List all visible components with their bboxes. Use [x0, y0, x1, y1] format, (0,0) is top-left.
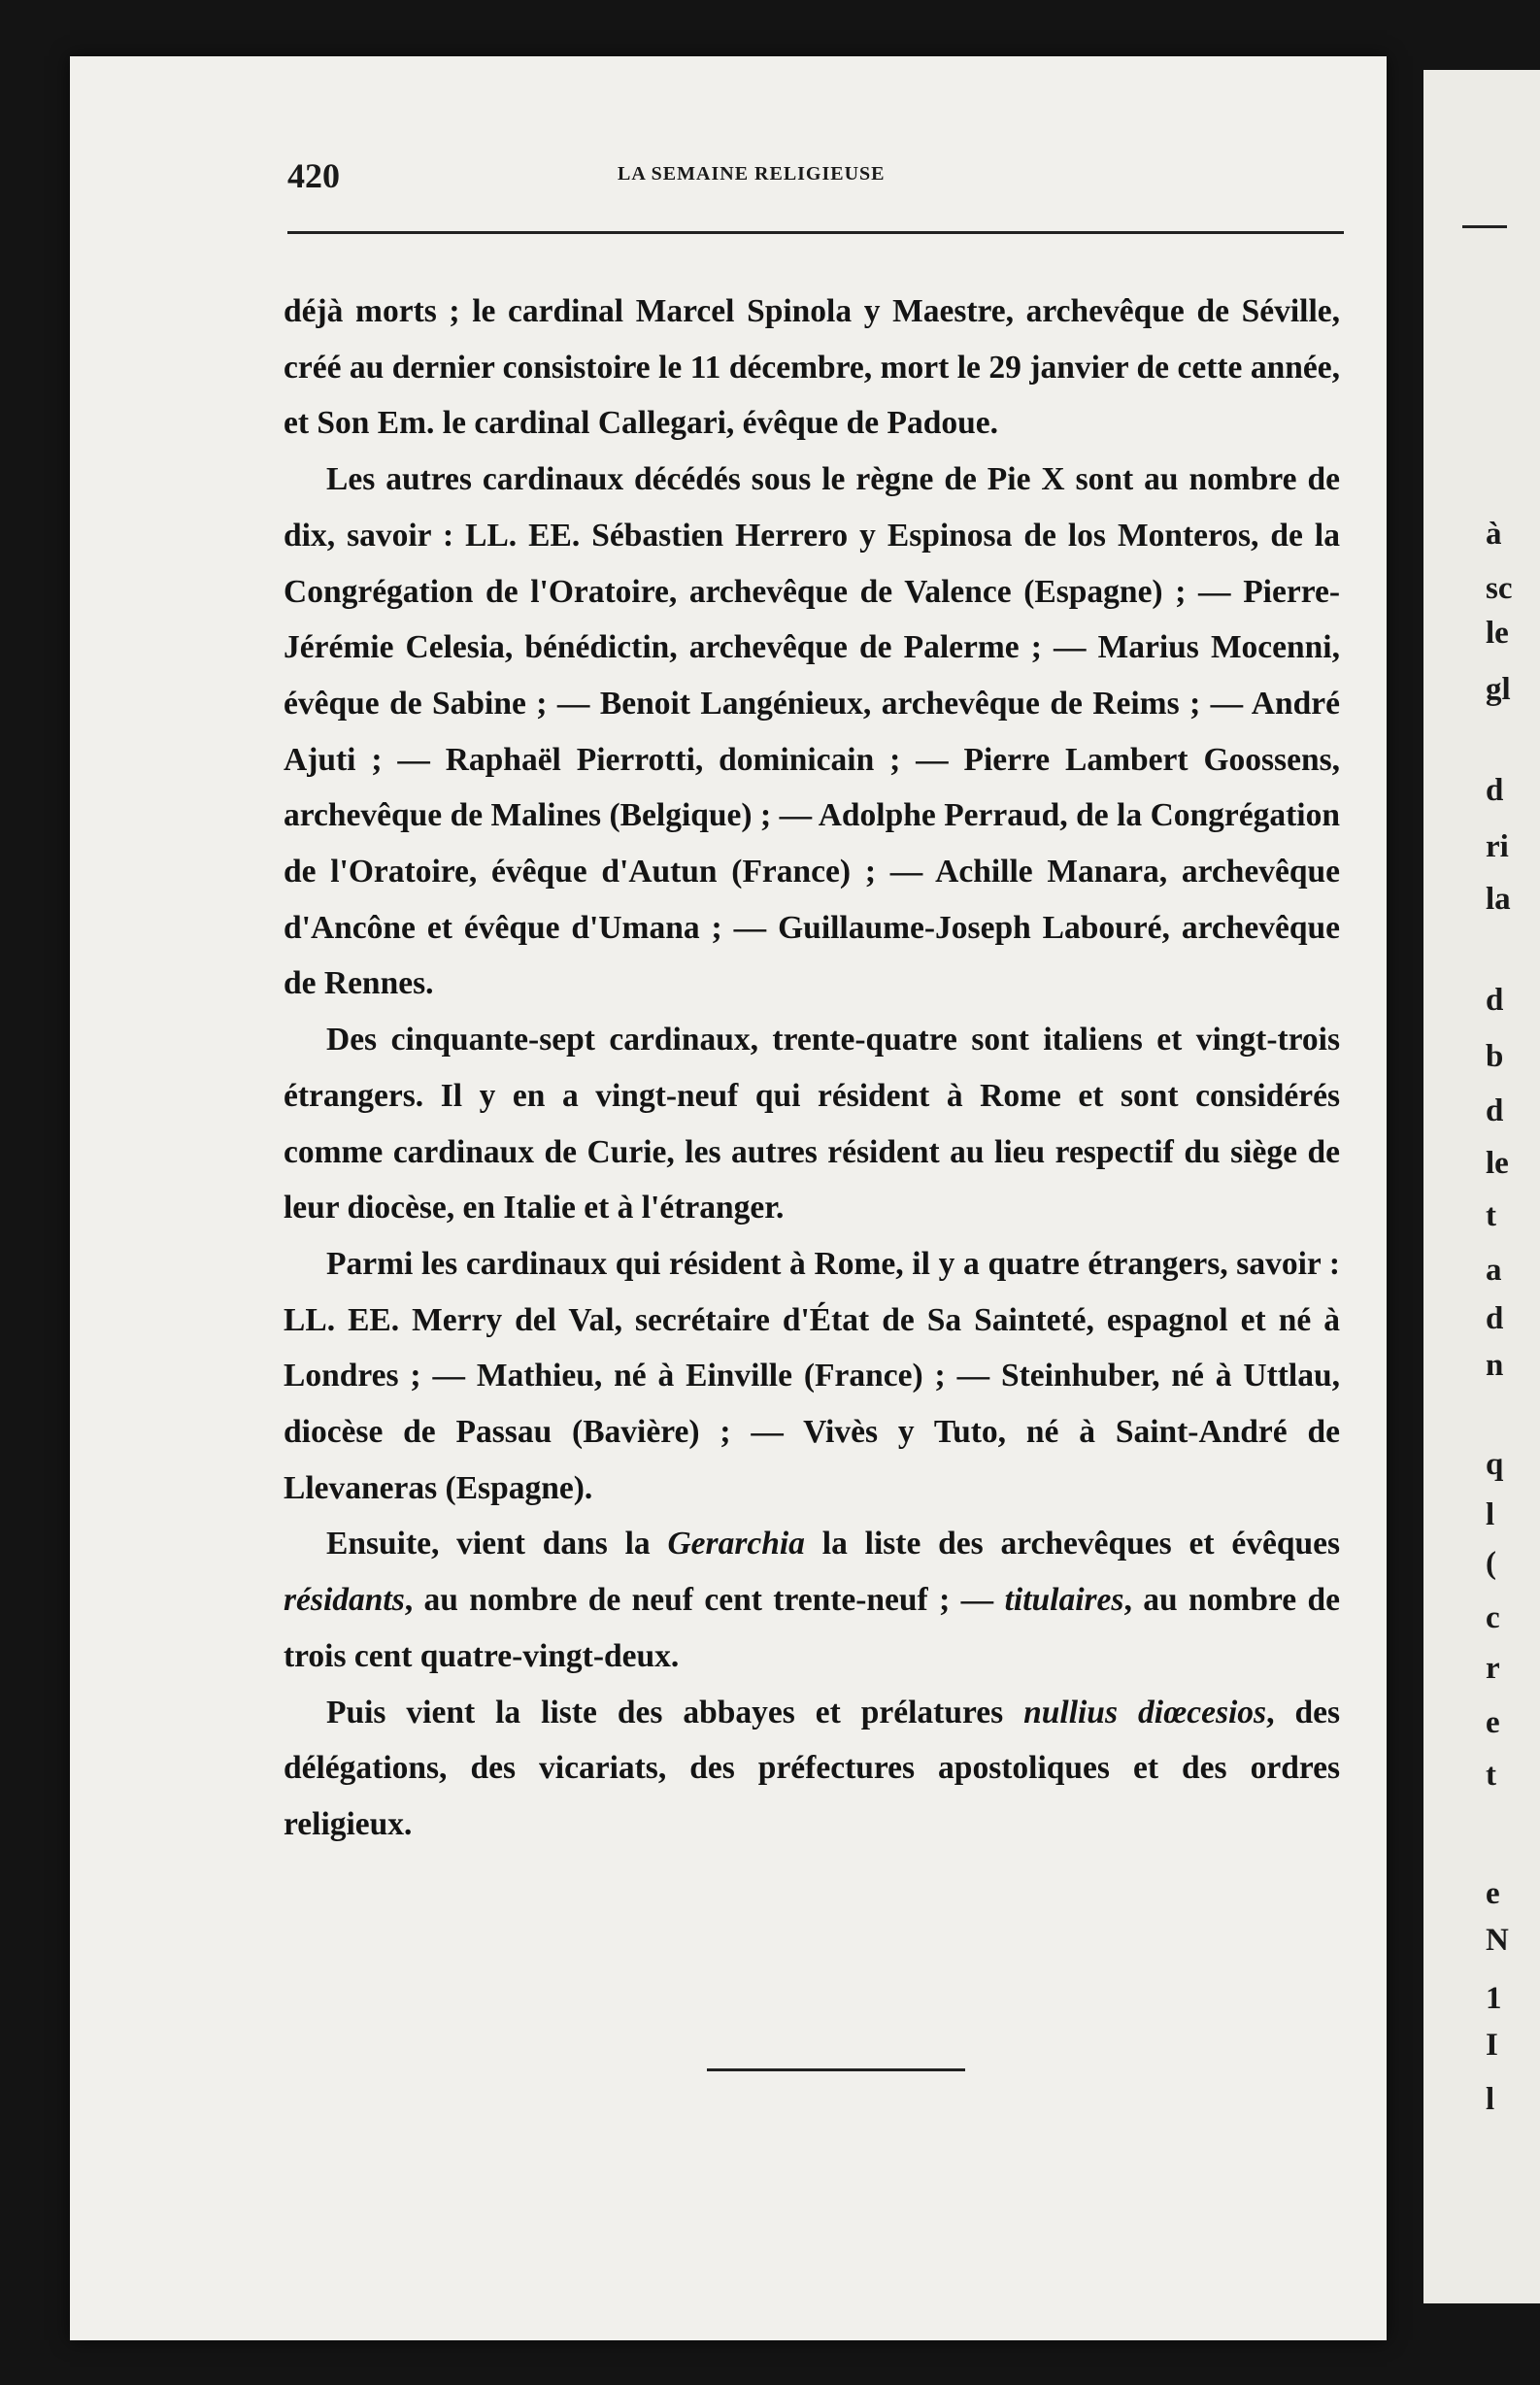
- facing-page-fragment: c: [1486, 1600, 1500, 1635]
- facing-page-fragment: l: [1486, 2082, 1495, 2117]
- facing-page-fragment: r: [1486, 1651, 1500, 1686]
- paragraph-5: [284, 1516, 1340, 1684]
- facing-page-fragment: d: [1486, 1301, 1504, 1336]
- facing-page-fragment: (: [1486, 1546, 1496, 1581]
- paragraph-2: Les autres cardinaux décédés sous le règne de Pie X sont au nombre de dix, savoir : LL. EE. Sébastien Herrero y Espinosa de los Monteros, de la Congrégation de l'Oratoire, archevêque de Valence (Espagne) ; — Pierre-Jérémie Celesia, bénédictin, archevêque de Palerme ; — Marius Mocenni, évêque de Sabine ; — Benoit Langénieux, archevêque de Reims ; — André Ajuti ; — Raphaël Pierrotti, dominicain ; — Pierre Lambert Goossens, archevêque de Malines (Belgique) ; — Adolphe Perraud, de la Congrégation de l'Oratoire, évêque d'Autun (France) ; — Achille Manara, archevêque d'Ancône et évêque d'Umana ; — Guillaume-Joseph Labouré, archevêque de Rennes.: [284, 461, 1340, 1002]
- facing-page-fragment: d: [1486, 1093, 1504, 1128]
- residants-italic: résidants: [284, 1582, 405, 1619]
- facing-page-fragment: ri: [1486, 829, 1509, 864]
- paragraph-1: déjà morts ; le cardinal Marcel Spinola y Maestre, archevêque de Séville, créé au dernier consistoire le 11 décembre, mort le 29 janvier de cette année, et Son Em. le cardinal Callegari, évêque de Padoue.: [284, 293, 1340, 442]
- facing-page-fragment: e: [1486, 1876, 1500, 1911]
- facing-page-fragment: la: [1486, 882, 1511, 917]
- paragraph-5-text: , au nombre de trois cent quatre-vingt-deux.: [284, 1582, 1340, 1674]
- facing-page-fragment: gl: [1486, 672, 1511, 707]
- facing-page-fragment: n: [1486, 1348, 1504, 1383]
- facing-page-fragment: t: [1486, 1198, 1496, 1233]
- paragraph-6-text: , des délégations, des vicariats, des préfectures apostoliques et des ordres religieux.: [284, 1694, 1340, 1842]
- paragraph-5-text: , au nombre de neuf cent trente-neuf ; —: [404, 1582, 1005, 1619]
- paragraph-5-text: la liste des archevêques et évêques: [804, 1526, 1341, 1562]
- facing-page-fragment: q: [1486, 1447, 1504, 1482]
- facing-page-fragment: le: [1486, 616, 1509, 651]
- facing-page-fragment: e: [1486, 1705, 1500, 1740]
- nullius-italic: nullius diœcesios: [1023, 1694, 1267, 1730]
- facing-page-fragment: b: [1486, 1039, 1504, 1074]
- paragraph-6: [284, 1685, 1340, 1853]
- facing-page-fragment: I: [1486, 2028, 1498, 2063]
- facing-page-fragment: d: [1486, 983, 1504, 1018]
- body-text: [284, 284, 1340, 1853]
- facing-page-edge: [1423, 70, 1540, 2303]
- header-rule: [287, 231, 1344, 234]
- facing-page-fragment: le: [1486, 1146, 1509, 1181]
- facing-page-fragment: d: [1486, 773, 1504, 808]
- paragraph-6-text: Puis vient la liste des abbayes et prélatures: [326, 1694, 1024, 1730]
- facing-page-fragment: N: [1486, 1923, 1509, 1958]
- page-number: 420: [287, 156, 340, 195]
- facing-page-fragment: à: [1486, 517, 1502, 552]
- facing-page-fragment: t: [1486, 1758, 1496, 1793]
- paragraph-4: Parmi les cardinaux qui résident à Rome, il y a quatre étrangers, savoir : LL. EE. Merry del Val, secrétaire d'État de Sa Sainteté, espagnol et né à Londres ; — Mathieu, né à Einville (France) ; — Steinhuber, né à Uttlau, diocèse de Passau (Bavière) ; — Vivès y Tuto, né à Saint-André de Llevaneras (Espagne).: [284, 1245, 1340, 1506]
- titulaires-italic: titulaires: [1004, 1582, 1124, 1619]
- paragraph-3: Des cinquante-sept cardinaux, trente-quatre sont italiens et vingt-trois étrangers. Il y en a vingt-neuf qui résident à Rome et sont considérés comme cardinaux de Curie, les autres résident au lieu respectif du siège de leur diocèse, en Italie et à l'étranger.: [284, 1022, 1340, 1226]
- facing-page-fragment: 1: [1486, 1981, 1502, 2016]
- facing-page-rule: [1462, 225, 1507, 228]
- running-title: LA SEMAINE RELIGIEUSE: [618, 163, 886, 185]
- paragraph-5-text: Ensuite, vient dans la: [326, 1526, 668, 1562]
- facing-page-fragment: l: [1486, 1497, 1495, 1532]
- end-rule: [707, 2068, 965, 2071]
- facing-page-fragment: a: [1486, 1253, 1502, 1288]
- facing-page-fragment: sc: [1486, 571, 1513, 606]
- page-header: [287, 155, 1346, 194]
- gerarchia-italic: Gerarchia: [667, 1526, 805, 1562]
